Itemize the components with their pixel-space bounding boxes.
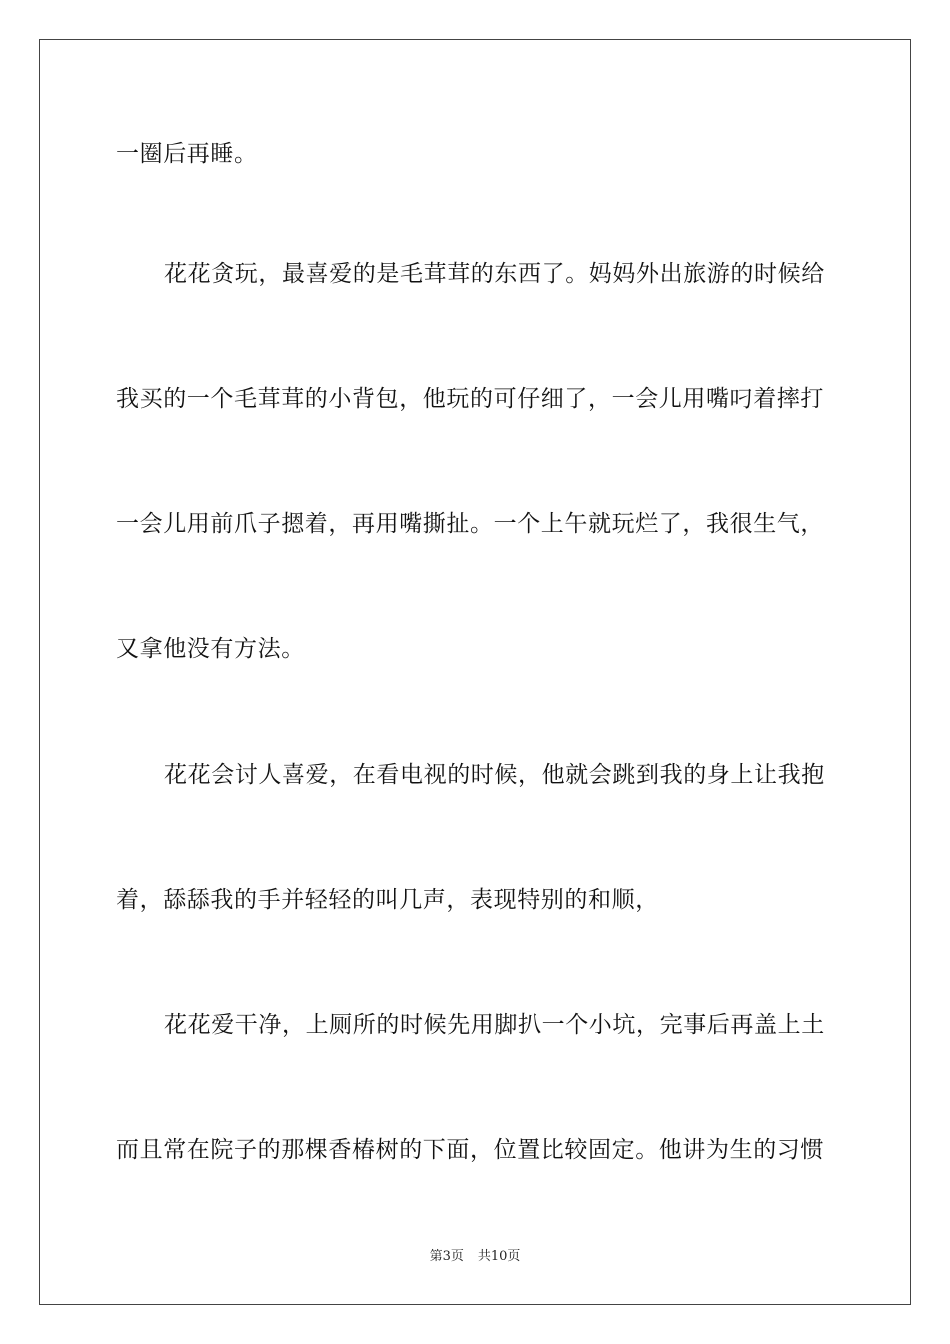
text-line: 而且常在院子的那棵香椿树的下面，位置比较固定。他讲为生的习惯 (116, 1137, 824, 1163)
page-footer (0, 1248, 950, 1266)
text-line: 一圈后再睡。 (116, 141, 258, 167)
paragraph-start-line: 花花爱干净，上厕所的时候先用脚扒一个小坑，完事后再盖上土 (164, 1012, 825, 1038)
text-line: 着，舔舔我的手并轻轻的叫几声，表现特别的和顺， (116, 887, 659, 913)
text-line: 又拿他没有方法。 (116, 636, 305, 662)
text-line: 我买的一个毛茸茸的小背包，他玩的可仔细了，一会儿用嘴叼着摔打 (116, 386, 824, 412)
page-number: 第3页 (429, 1249, 464, 1264)
paragraph-start-line: 花花贪玩，最喜爱的是毛茸茸的东西了。妈妈外出旅游的时候给 (164, 261, 825, 287)
page-border (39, 39, 911, 1305)
paragraph-start-line: 花花会讨人喜爱，在看电视的时候，他就会跳到我的身上让我抱 (164, 762, 825, 788)
total-pages: 共10页 (477, 1249, 521, 1264)
text-line: 一会儿用前爪子摁着，再用嘴撕扯。一个上午就玩烂了，我很生气， (116, 511, 824, 537)
